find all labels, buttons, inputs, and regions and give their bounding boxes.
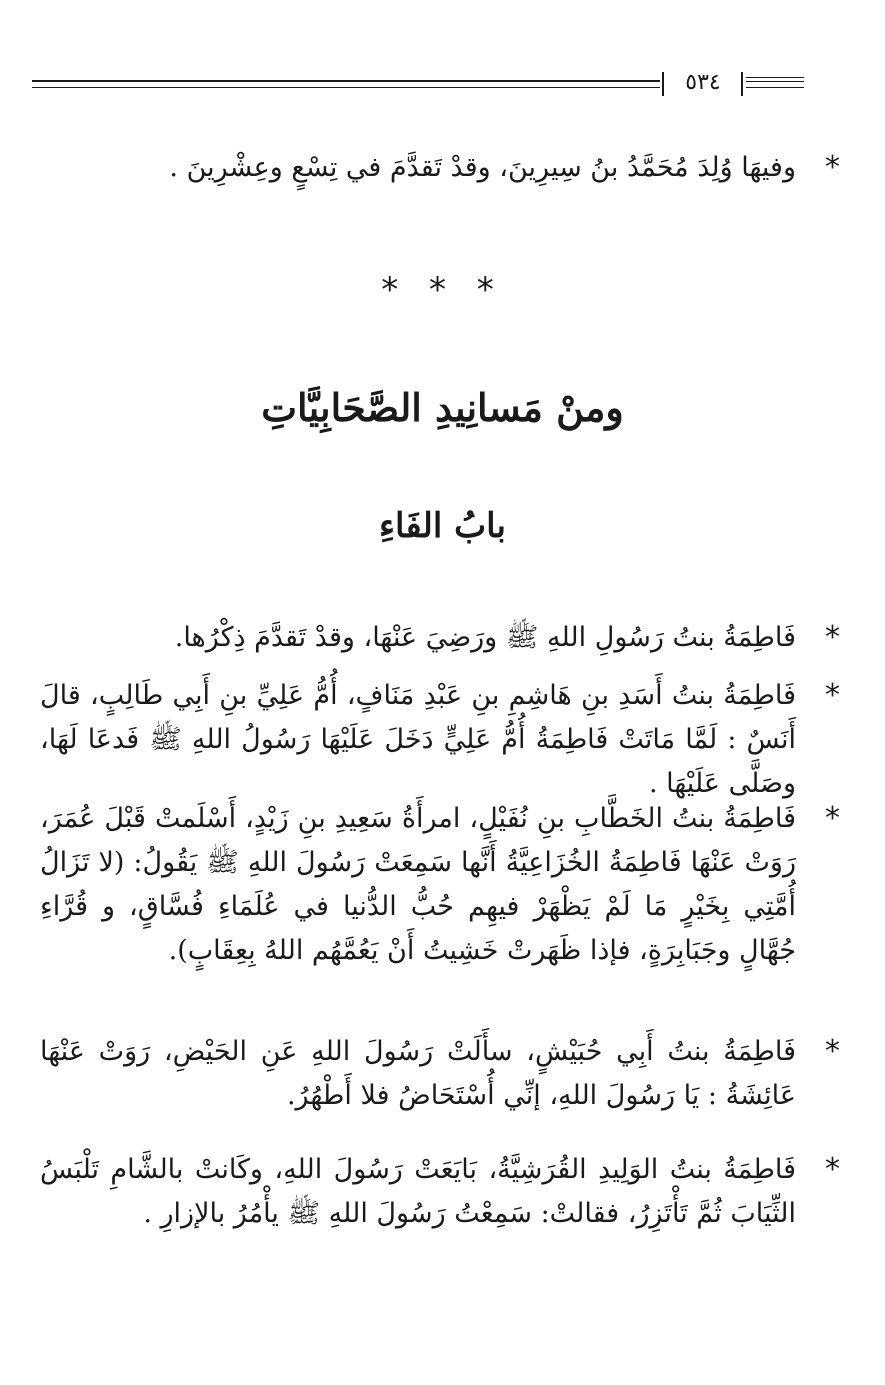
entry-text: فَاطِمَةُ بنتُ أَبِي حُبَيْشٍ، سأَلَتْ رَسُولَ اللهِ عَنِ الحَيْضِ، رَوَتْ عَنْهَا عَائِشَةُ : يَا رَسُولَ اللهِ، إنِّي أُسْتَحَاضُ فلا أَطْهُرُ. [40, 1036, 796, 1111]
entry-text: فَاطِمَةُ بنتُ أَسَدِ بنِ هَاشِمِ بنِ عَبْدِ مَنَافٍ، أُمُّ عَلِيِّ بنِ أَبِي طَالِبٍ، قالَ أَنَسٌ : لَمَّا مَاتَتْ فَاطِمَةُ أُمُّ عَلِيٍّ دَخَلَ عَلَيْهَا رَسُولُ اللهِ ﷺ فَدعَا لَهَا، وصَلَّى عَلَيْهَا . [40, 680, 796, 799]
entry-paragraph [40, 616, 840, 660]
entry-paragraph [40, 797, 840, 973]
entry-text: فَاطِمَةُ بنتُ رَسُولِ اللهِ ﷺ ورَضِيَ عَنْهَا، وقدْ تَقدَّمَ ذِكْرُها. [174, 622, 796, 653]
section-title: ومنْ مَسانِيدِ الصَّحَابِيَّاتِ [261, 385, 624, 430]
entry-paragraph [40, 1148, 840, 1236]
header-rule-short [746, 77, 804, 88]
asterisk-marker: * [825, 801, 840, 836]
header-rule-long [32, 80, 660, 88]
entry-text: فَاطِمَةُ بنتُ الخَطَّابِ بنِ نُفَيْلٍ، امرأَةُ سَعِيدِ بنِ زَيْدٍ، أَسْلَمتْ قَبْلَ عُمَرَ، رَوَتْ عَنْهَا فَاطِمَةُ الخُزَاعِيَّةُ أَنَّها سَمِعَتْ رَسُولَ اللهِ ﷺ يَقُولُ: (لا تَزَالُ أُمَّتِي بِخَيْرٍ مَا لَمْ يَظْهَرْ فيهِم حُبُّ الدُّنيا في عُلَمَاءِ فُسَّاقٍ، و قُرَّاءِ جُهَّالٍ وجَبَابِرَةٍ، فإذا ظَهَرتْ خَشِيتُ أَنْ يَعُمَّهُم اللهُ بِعِقَابٍ). [40, 803, 796, 966]
asterisk-marker: * [825, 678, 840, 713]
entry-text: فَاطِمَةُ بنتُ الوَلِيدِ القُرَشِيَّةُ، بَايَعَتْ رَسُولَ اللهِ، وكَانتْ بالشَّامِ تَلْبَسُ الثِّيَابَ ثُمَّ تَأْتَزِرُ، فقالتْ: سَمِعْتُ رَسُولَ اللهِ ﷺ يأْمُرُ بالإزارِ . [40, 1154, 796, 1229]
entry-paragraph [40, 674, 840, 806]
header-separator-right [741, 72, 743, 96]
asterisk-marker: * [825, 1152, 840, 1187]
page-number: ٥٣٤ [685, 70, 721, 95]
asterisk-marker: * [825, 150, 840, 185]
intro-text: وفيهَا وُلِدَ مُحَمَّدُ بنُ سِيرِينَ، وقدْ تَقدَّمَ في تِسْعٍ وعِشْرِينَ . [169, 152, 796, 183]
entry-paragraph [40, 1030, 840, 1118]
asterisk-marker: * [825, 620, 840, 655]
running-header [32, 68, 804, 104]
asterisk-marker: * [825, 1034, 840, 1069]
header-separator-left [662, 72, 664, 96]
chapter-title: بابُ الفَاءِ [378, 506, 507, 546]
section-divider: * * * [381, 270, 504, 310]
intro-paragraph [40, 146, 840, 190]
